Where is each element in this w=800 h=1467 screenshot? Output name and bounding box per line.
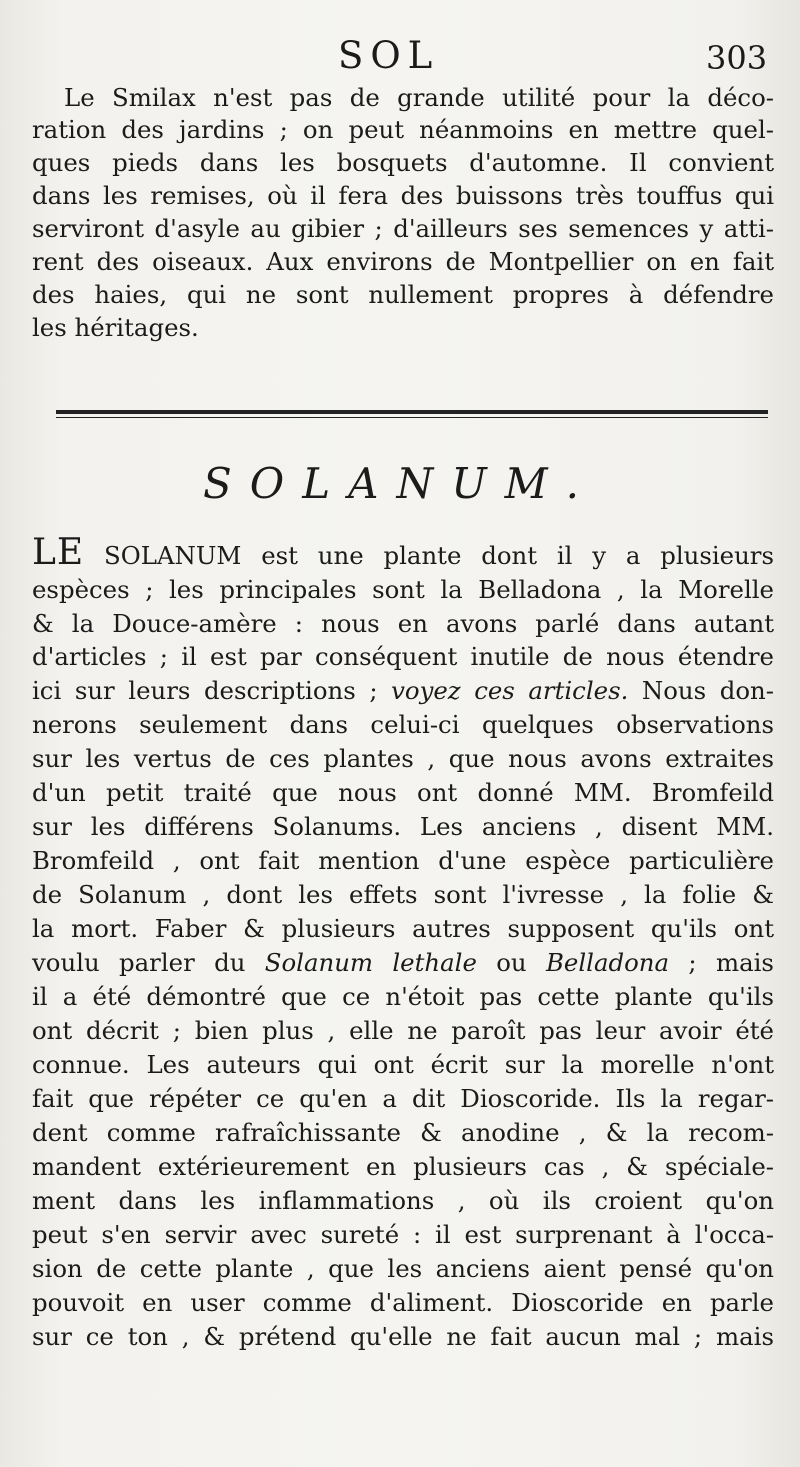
text-span: ou (496, 948, 527, 977)
text-line: ration des jardins ; on peut néanmoins en mettre quel- (32, 115, 774, 144)
section-divider (56, 410, 768, 414)
text-line: & la Douce-amère : nous en avons parlé dans autant (32, 609, 774, 638)
italic-span: voyez ces articles. (391, 676, 629, 705)
text-line: d'articles ; il est par conséquent inutile de nous étendre (32, 642, 774, 671)
section-title: SOLANUM. (203, 459, 597, 508)
text-line (32, 534, 774, 575)
text-line: d'un petit traité que nous ont donné MM. Bromfeild (32, 778, 774, 807)
text-line: ques pieds dans les bosquets d'automne. Il convient (32, 148, 774, 177)
page-header (0, 34, 800, 78)
drop-cap: LE (32, 532, 85, 573)
text-line: mandent extérieurement en plusieurs cas , & spéciale- (32, 1152, 774, 1181)
text-line: rent des oiseaux. Aux environs de Montpellier on en fait (32, 247, 774, 276)
text-line: serviront d'asyle au gibier ; d'ailleurs ses semences y atti- (32, 214, 774, 243)
text-line: la mort. Faber & plusieurs autres supposent qu'ils ont (32, 914, 774, 943)
text-span: ici sur leurs descriptions ; (32, 676, 378, 705)
lead-word: SOLANUM (104, 541, 242, 570)
text-line: nerons seulement dans celui-ci quelques observations (32, 710, 774, 739)
text-line: sion de cette plante , que les anciens aient pensé qu'on (32, 1254, 774, 1283)
italic-span: Solanum lethale (264, 948, 477, 977)
text-line: espèces ; les principales sont la Belladona , la Morelle (32, 575, 774, 604)
text-line: sur les différens Solanums. Les anciens , disent MM. (32, 812, 774, 841)
text-line: il a été démontré que ce n'étoit pas cette plante qu'ils (32, 982, 774, 1011)
text-line: Le Smilax n'est pas de grande utilité pour la déco- (64, 83, 774, 112)
text-span: ; mais (688, 948, 774, 977)
text-line: pouvoit en user comme d'aliment. Dioscoride en parle (32, 1288, 774, 1317)
text-line: fait que répéter ce qu'en a dit Dioscoride. Ils la regar- (32, 1084, 774, 1113)
text-line: Bromfeild , ont fait mention d'une espèce particulière (32, 846, 774, 875)
text-line: ment dans les inflammations , où ils croient qu'on (32, 1186, 774, 1215)
text-span: Nous don- (641, 676, 774, 705)
page-number: 303 (706, 39, 768, 77)
text-line: des haies, qui ne sont nullement propres à défendre (32, 280, 774, 309)
text-span: voulu parler du (32, 948, 246, 977)
text-line: dent comme rafraîchissante & anodine , & la recom- (32, 1118, 774, 1147)
italic-span: Belladona (546, 948, 670, 977)
running-head: SOL (338, 34, 440, 77)
text-span: est une plante dont il y a plusieurs (261, 541, 774, 570)
text-line: sur les vertus de ces plantes , que nous avons extraites (32, 744, 774, 773)
text-line: peut s'en servir avec sureté : il est surprenant à l'occa- (32, 1220, 774, 1249)
text-line: ont décrit ; bien plus , elle ne paroît pas leur avoir été (32, 1016, 774, 1045)
text-line (32, 947, 774, 979)
text-line: sur ce ton , & prétend qu'elle ne fait aucun mal ; mais (32, 1322, 774, 1351)
text-line: les héritages. (32, 313, 199, 342)
text-line: connue. Les auteurs qui ont écrit sur la morelle n'ont (32, 1050, 774, 1079)
text-line: de Solanum , dont les effets sont l'ivresse , la folie & (32, 880, 774, 909)
text-line: dans les remises, où il fera des buissons très touffus qui (32, 181, 774, 210)
text-line (32, 675, 774, 707)
